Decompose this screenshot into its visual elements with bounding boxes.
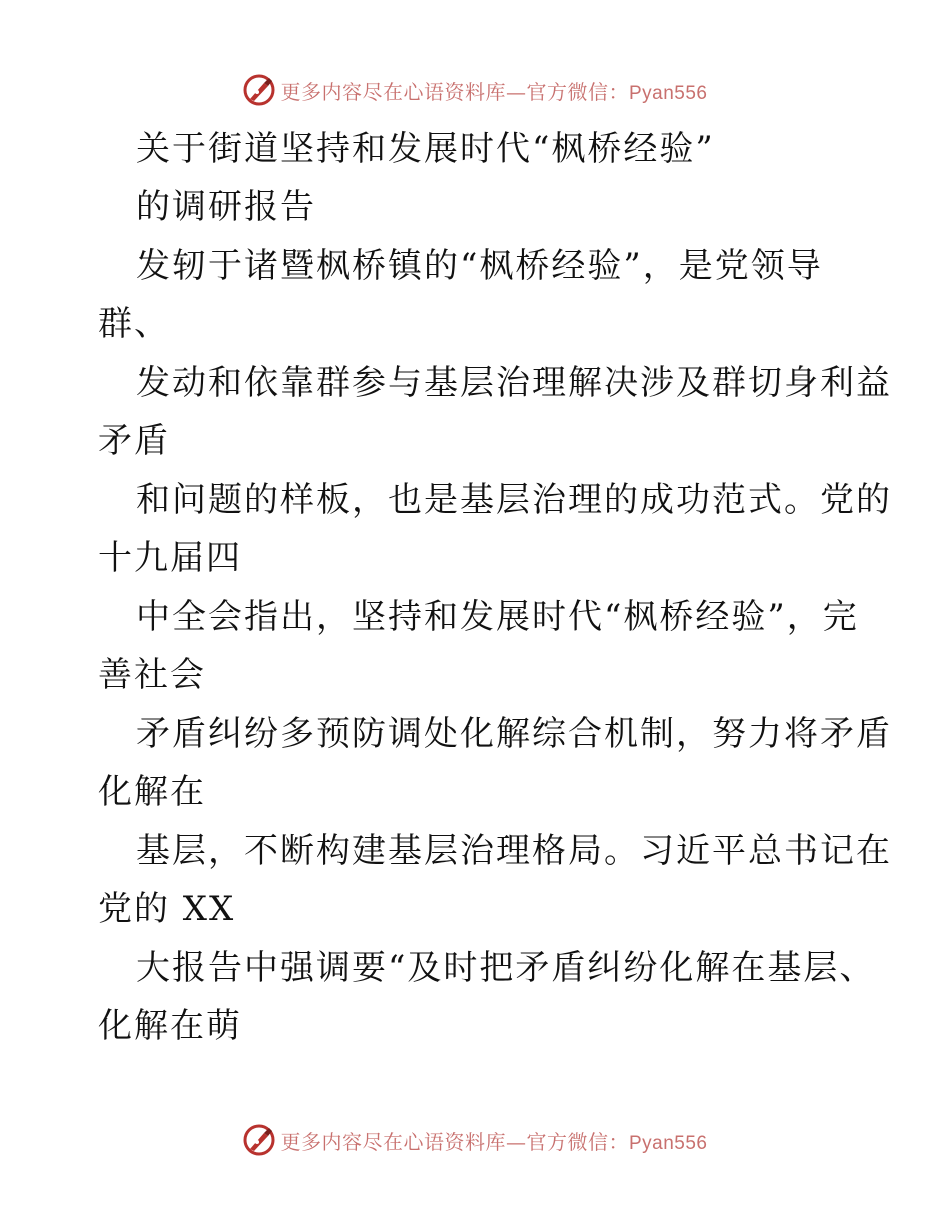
paragraph-line: 善社会 [98, 655, 206, 695]
paragraph-line: 党的 XX [98, 889, 236, 929]
pen-logo-icon [242, 1123, 276, 1157]
paragraph-line: 矛盾 [98, 421, 170, 461]
header-watermark-text: 更多内容尽在心语资料库—官方微信： [280, 79, 629, 104]
header-watermark [0, 70, 950, 110]
paragraph-line: 十九届四 [98, 538, 242, 578]
paragraph-line: 大报告中强调要“及时把矛盾纠纷化解在基层、 [136, 948, 876, 988]
footer-watermark-text: 更多内容尽在心语资料库—官方微信： [280, 1129, 629, 1154]
paragraph-line: 基层，不断构建基层治理格局。习近平总书记在 [136, 831, 892, 871]
paragraph-line: 发动和依靠群参与基层治理解决涉及群切身利益 [136, 363, 892, 403]
pen-logo-icon [242, 73, 276, 107]
paragraph-line: 中全会指出，坚持和发展时代“枫桥经验”，完 [136, 597, 859, 637]
paragraph-line: 化解在 [98, 772, 206, 812]
paragraph-line: 发轫于诸暨枫桥镇的“枫桥经验”，是党领导 [136, 246, 823, 286]
paragraph-line: 群、 [98, 304, 170, 344]
footer-watermark-handle: Pyan556 [628, 1132, 708, 1154]
header-watermark-handle: Pyan556 [628, 82, 708, 104]
title-line-1: 关于街道坚持和发展时代“枫桥经验” [136, 129, 715, 169]
paragraph-line: 和问题的样板，也是基层治理的成功范式。党的 [136, 480, 892, 520]
title-line-2: 的调研报告 [136, 187, 316, 227]
footer-watermark [0, 1120, 950, 1160]
paragraph-line: 矛盾纠纷多预防调处化解综合机制，努力将矛盾 [136, 714, 892, 754]
paragraph-line: 化解在萌 [98, 1006, 242, 1046]
